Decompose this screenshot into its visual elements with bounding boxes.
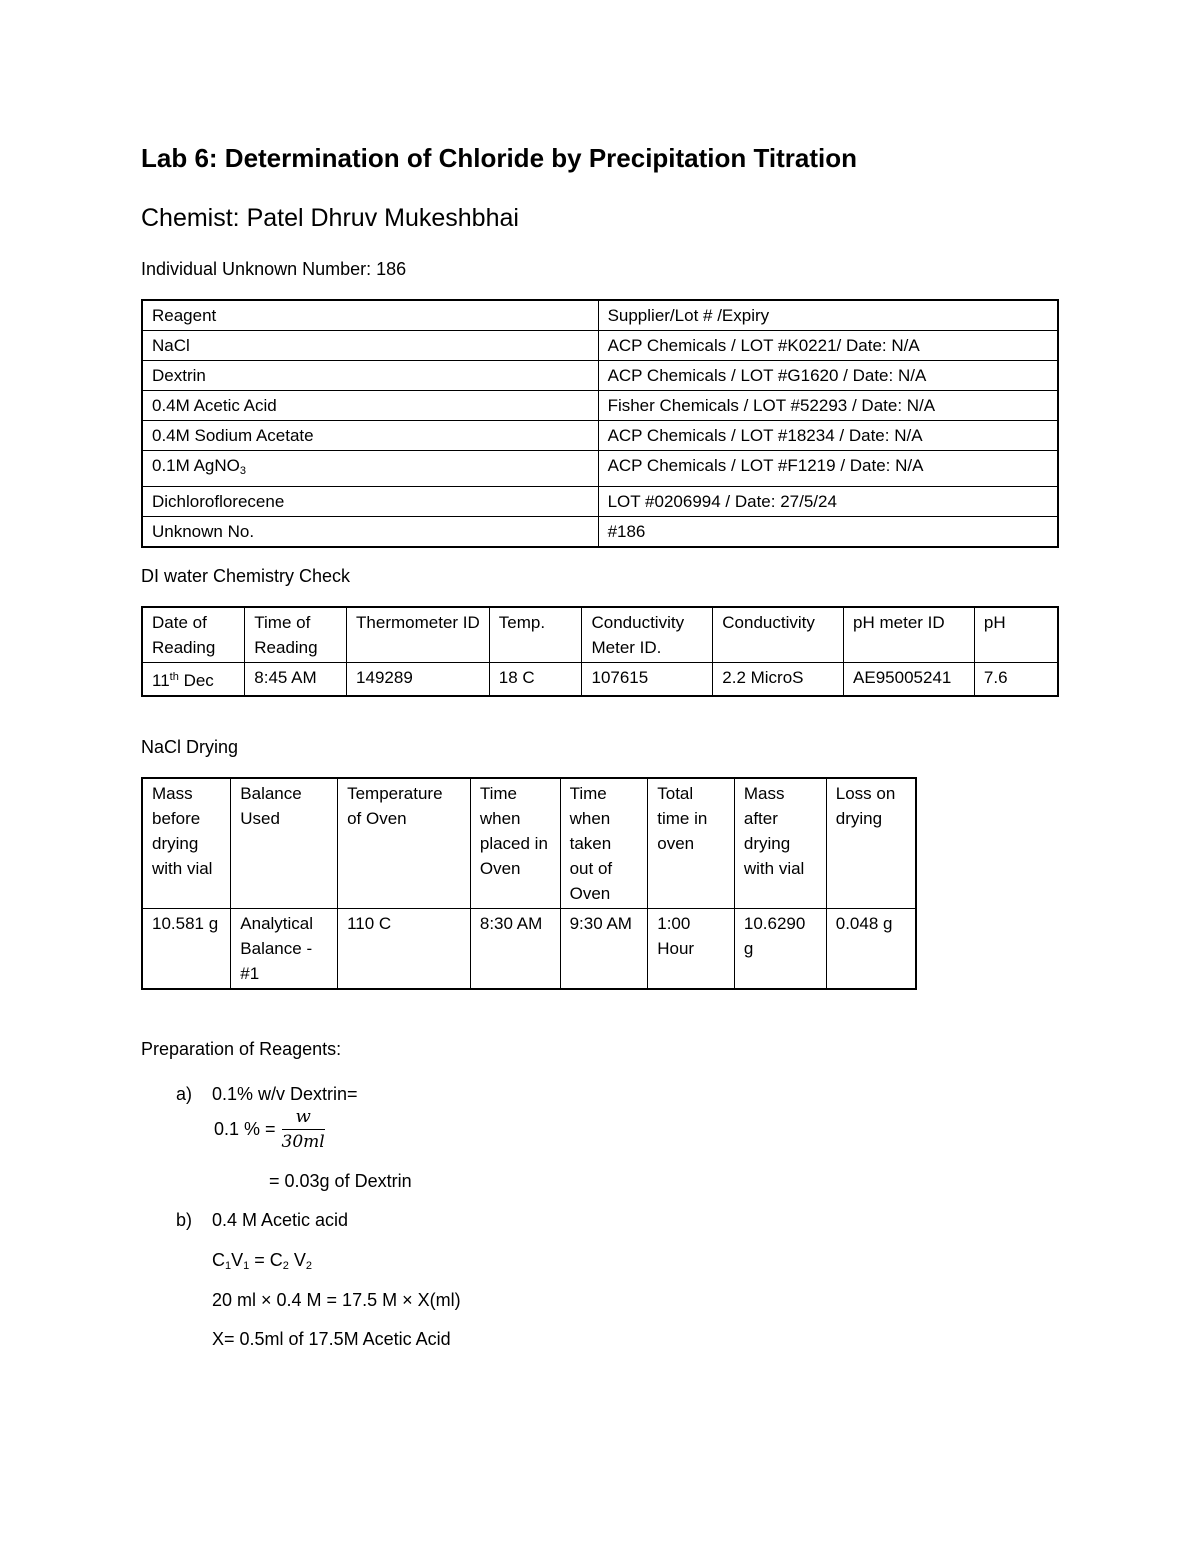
- header-cell: pH meter ID: [844, 607, 975, 663]
- table-cell: 7.6: [974, 663, 1058, 697]
- header-cell: Time when taken out of Oven: [560, 778, 648, 909]
- header-cell: Date of Reading: [142, 607, 245, 663]
- nacl-drying-label: NaCl Drying: [141, 737, 239, 757]
- nacl-drying-table: [141, 777, 917, 990]
- table-cell: 110 C: [338, 909, 471, 990]
- header-cell: Temperature of Oven: [338, 778, 471, 909]
- table-cell: Fisher Chemicals / LOT #52293 / Date: N/A: [598, 391, 1058, 421]
- table-cell: 1:00 Hour: [648, 909, 735, 990]
- table-cell: 0.048 g: [826, 909, 916, 990]
- table-cell: [142, 451, 598, 487]
- dilution-result: X= 0.5ml of 17.5M Acetic Acid: [212, 1329, 451, 1349]
- table-header-row: [142, 607, 1058, 663]
- table-row: [142, 517, 1058, 548]
- table-cell: ACP Chemicals / LOT #G1620 / Date: N/A: [598, 361, 1058, 391]
- table-header-row: [142, 300, 1058, 331]
- table-header-row: [142, 778, 916, 909]
- page-title: Lab 6: Determination of Chloride by Precipitation Titration: [141, 143, 858, 173]
- header-cell: Balance Used: [231, 778, 338, 909]
- formula-v2: V: [288, 1250, 306, 1270]
- table-cell: 18 C: [489, 663, 582, 697]
- table-cell: 107615: [582, 663, 713, 697]
- agno3-text: 0.1M AgNO: [152, 456, 240, 475]
- table-row: [142, 487, 1058, 517]
- agno3-subscript: 3: [239, 465, 246, 477]
- table-cell: Analytical Balance - #1: [231, 909, 338, 990]
- chemist-name: Chemist: Patel Dhruv Mukeshbhai: [141, 204, 519, 232]
- table-cell: #186: [598, 517, 1058, 548]
- table-cell: 149289: [347, 663, 490, 697]
- formula-v1: V: [231, 1250, 244, 1270]
- di-water-label: DI water Chemistry Check: [141, 566, 351, 586]
- table-cell: ACP Chemicals / LOT #18234 / Date: N/A: [598, 421, 1058, 451]
- table-row: [142, 361, 1058, 391]
- header-cell: Loss on drying: [826, 778, 916, 909]
- di-water-table: [141, 606, 1059, 697]
- table-row: [142, 663, 1058, 697]
- item-b-title: 0.4 M Acetic acid: [212, 1210, 349, 1230]
- formula-sub: 1: [243, 1260, 250, 1272]
- unknown-number: Individual Unknown Number: 186: [141, 259, 407, 279]
- table-row: [142, 391, 1058, 421]
- table-cell: Unknown No.: [142, 517, 598, 548]
- header-cell: Time when placed in Oven: [470, 778, 560, 909]
- fraction-denominator: 30ml: [281, 1132, 325, 1152]
- header-cell: Conductivity: [713, 607, 844, 663]
- fraction: [282, 1106, 325, 1152]
- header-cell: Total time in oven: [648, 778, 735, 909]
- header-cell: pH: [974, 607, 1058, 663]
- item-a-title: 0.1% w/v Dextrin=: [212, 1084, 358, 1104]
- dextrin-equation: [214, 1106, 325, 1152]
- prep-heading: Preparation of Reagents:: [141, 1039, 342, 1059]
- table-cell: LOT #0206994 / Date: 27/5/24: [598, 487, 1058, 517]
- table-row: [142, 909, 916, 990]
- table-row: [142, 421, 1058, 451]
- header-cell: Mass after drying with vial: [734, 778, 826, 909]
- table-cell: 0.4M Sodium Acetate: [142, 421, 598, 451]
- table-row: [142, 451, 1058, 487]
- header-cell: Time of Reading: [245, 607, 347, 663]
- header-cell: Reagent: [142, 300, 598, 331]
- table-row: [142, 331, 1058, 361]
- formula-sub: 2: [305, 1260, 313, 1272]
- formula-sub: 1: [225, 1260, 232, 1272]
- table-cell: NaCl: [142, 331, 598, 361]
- table-cell: Dichloroflorecene: [142, 487, 598, 517]
- date-superscript: th: [169, 671, 179, 683]
- table-cell: [142, 663, 245, 697]
- table-cell: 0.4M Acetic Acid: [142, 391, 598, 421]
- item-a-marker: a): [176, 1084, 193, 1104]
- fraction-numerator: w: [282, 1106, 325, 1130]
- date-month: Dec: [178, 671, 214, 690]
- date-day: 11: [152, 671, 170, 690]
- reagent-table: [141, 299, 1059, 548]
- table-cell: Dextrin: [142, 361, 598, 391]
- table-cell: 10.6290 g: [734, 909, 826, 990]
- table-cell: ACP Chemicals / LOT #K0221/ Date: N/A: [598, 331, 1058, 361]
- formula-c1: C: [212, 1250, 225, 1270]
- header-cell: Mass before drying with vial: [142, 778, 231, 909]
- table-cell: 2.2 MicroS: [713, 663, 844, 697]
- table-cell: 8:30 AM: [470, 909, 560, 990]
- dilution-formula: [212, 1250, 312, 1272]
- dextrin-result: = 0.03g of Dextrin: [269, 1171, 412, 1191]
- table-cell: 9:30 AM: [560, 909, 648, 990]
- formula-c2: = C: [249, 1250, 283, 1270]
- formula-sub: 2: [282, 1260, 289, 1272]
- header-cell: Conductivity Meter ID.: [582, 607, 713, 663]
- header-cell: Thermometer ID: [347, 607, 490, 663]
- header-cell: Supplier/Lot # /Expiry: [598, 300, 1058, 331]
- header-cell: Temp.: [489, 607, 582, 663]
- table-cell: 8:45 AM: [245, 663, 347, 697]
- dilution-calculation: 20 ml × 0.4 M = 17.5 M × X(ml): [212, 1290, 461, 1310]
- table-cell: 10.581 g: [142, 909, 231, 990]
- equation-left: 0.1 % =: [214, 1118, 276, 1139]
- item-b-marker: b): [176, 1210, 193, 1230]
- table-cell: ACP Chemicals / LOT #F1219 / Date: N/A: [598, 451, 1058, 487]
- table-cell: AE95005241: [844, 663, 975, 697]
